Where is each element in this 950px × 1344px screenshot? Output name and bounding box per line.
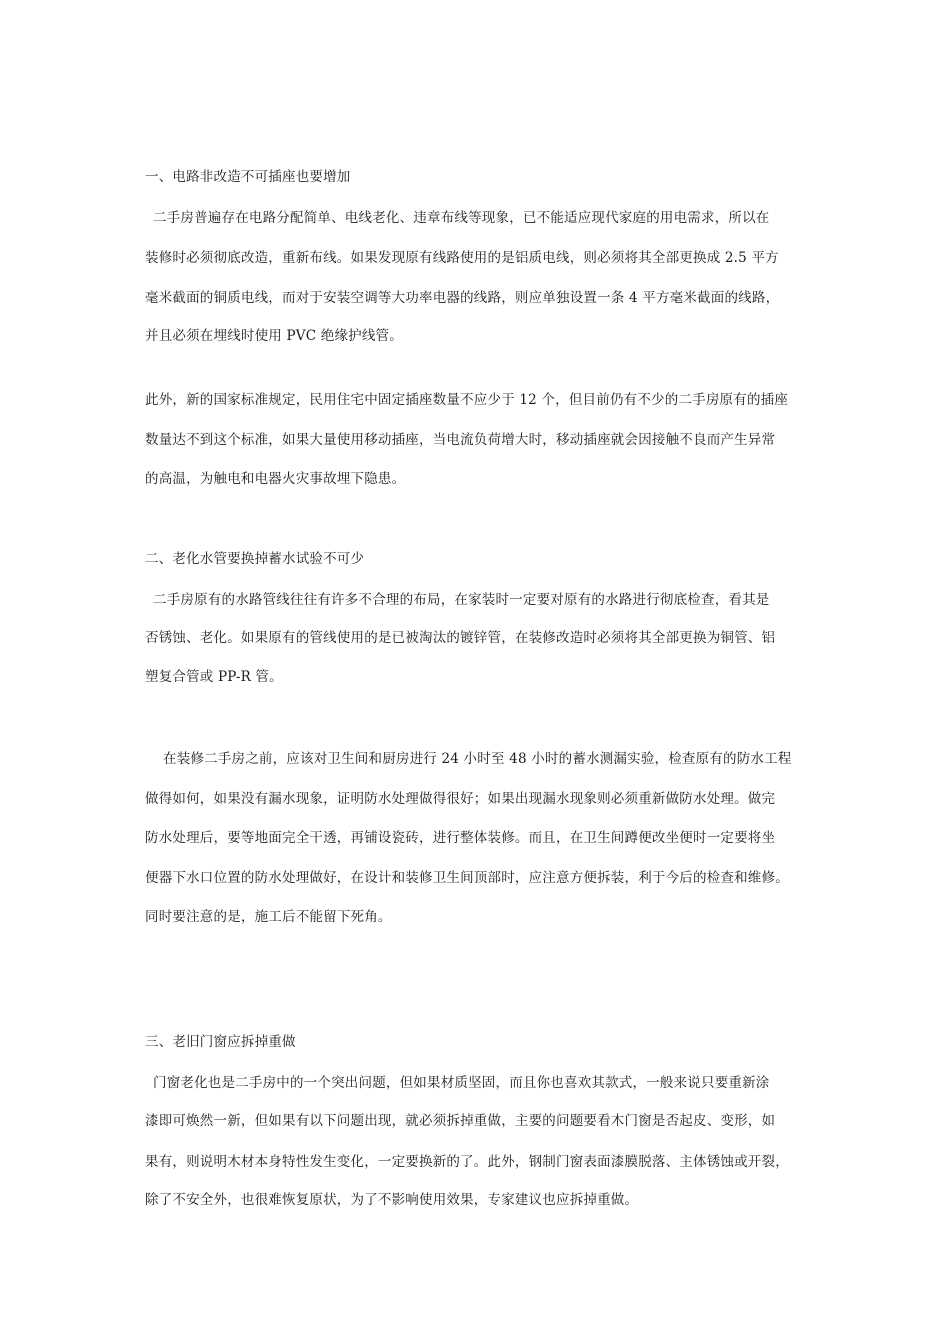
section-1-paragraph-2-line-3: 的高温，为触电和电器火灾事故埋下隐患。 bbox=[145, 471, 406, 487]
section-2-paragraph-1-line-2: 否锈蚀、老化。如果原有的管线使用的是已被淘汰的镀锌管，在装修改造时必须将其全部更换为铜管、铝 bbox=[145, 630, 776, 646]
section-3-paragraph-1-line-1: 门窗老化也是二手房中的一个突出问题，但如果材质坚固，而且你也喜欢其款式，一般来说只要重新涂 bbox=[153, 1075, 770, 1091]
section-1-heading: 一、电路非改造不可插座也要增加 bbox=[145, 169, 351, 185]
section-3-heading: 三、老旧门窗应拆掉重做 bbox=[145, 1034, 296, 1050]
section-2-paragraph-2-line-3: 防水处理后，要等地面完全干透，再铺设瓷砖，进行整体装修。而且，在卫生间蹲便改坐便时一定要将坐 bbox=[145, 830, 776, 846]
section-2-paragraph-1-line-1: 二手房原有的水路管线往往有许多不合理的布局，在家装时一定要对原有的水路进行彻底检查，看其是 bbox=[153, 592, 770, 608]
section-3-paragraph-1-line-4: 除了不安全外，也很难恢复原状，为了不影响使用效果，专家建议也应拆掉重做。 bbox=[145, 1192, 639, 1208]
section-1-paragraph-2-line-2: 数量达不到这个标准，如果大量使用移动插座，当电流负荷增大时，移动插座就会因接触不良而产生异常 bbox=[145, 432, 776, 448]
section-1-paragraph-1-line-2: 装修时必须彻底改造，重新布线。如果发现原有线路使用的是铝质电线，则必须将其全部更换成 2.5 平方 bbox=[145, 250, 779, 266]
section-1-paragraph-1-line-1: 二手房普遍存在电路分配简单、电线老化、违章布线等现象，已不能适应现代家庭的用电需求，所以在 bbox=[153, 210, 770, 226]
section-2-paragraph-2-line-5: 同时要注意的是，施工后不能留下死角。 bbox=[145, 909, 392, 925]
section-1-paragraph-2-line-1: 此外，新的国家标准规定，民用住宅中固定插座数量不应少于 12 个，但目前仍有不少的二手房原有的插座 bbox=[145, 392, 789, 408]
section-3-paragraph-1-line-3: 果有，则说明木材本身特性发生变化，一定要换新的了。此外，钢制门窗表面漆膜脱落、主体锈蚀或开裂， bbox=[145, 1154, 789, 1170]
section-2-paragraph-2-line-2: 做得如何，如果没有漏水现象，证明防水处理做得很好；如果出现漏水现象则必须重新做防水处理。做完 bbox=[145, 791, 776, 807]
section-2-paragraph-2-line-4: 便器下水口位置的防水处理做好，在设计和装修卫生间顶部时，应注意方便拆装，利于今后的检查和维修。 bbox=[145, 870, 789, 886]
section-3-paragraph-1-line-2: 漆即可焕然一新，但如果有以下问题出现，就必须拆掉重做，主要的问题要看木门窗是否起皮、变形，如 bbox=[145, 1113, 776, 1129]
section-2-paragraph-2-line-1: 在装修二手房之前，应该对卫生间和厨房进行 24 小时至 48 小时的蓄水测漏实验，检查原有的防水工程 bbox=[163, 751, 792, 767]
section-1-paragraph-1-line-3: 毫米截面的铜质电线，而对于安装空调等大功率电器的线路，则应单独设置一条 4 平方毫米截面的线路， bbox=[145, 290, 780, 306]
section-1-paragraph-1-line-4: 并且必须在埋线时使用 PVC 绝缘护线管。 bbox=[145, 328, 403, 344]
section-2-paragraph-1-line-3: 塑复合管或 PP-R 管。 bbox=[145, 669, 283, 685]
section-2-heading: 二、老化水管要换掉蓄水试验不可少 bbox=[145, 551, 365, 567]
